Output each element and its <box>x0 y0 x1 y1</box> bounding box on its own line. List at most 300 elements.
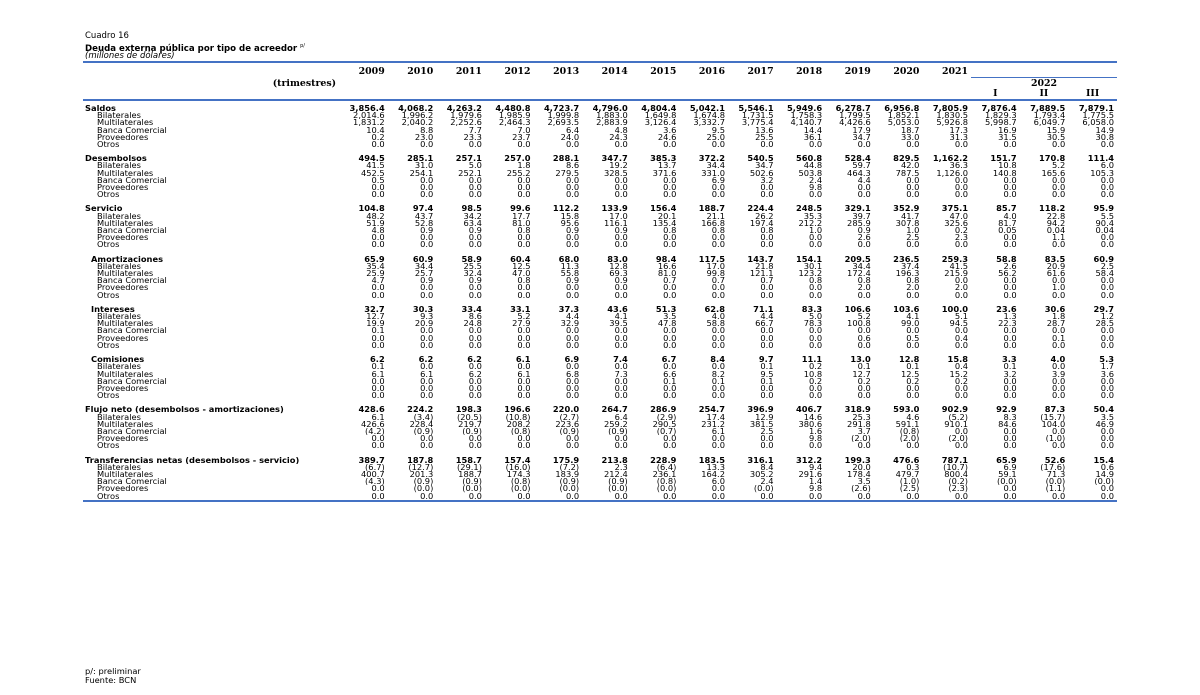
table-cell: (12.7) <box>408 463 434 471</box>
table-cell: 6.0 <box>711 478 725 486</box>
table-cell: (17.6) <box>1040 463 1066 471</box>
row-label: Multilaterales <box>97 270 154 278</box>
spacer-cell <box>1020 249 1069 256</box>
table-cell: 7,879.1 <box>1078 105 1114 113</box>
table-cell: 0.0 <box>728 493 777 501</box>
table-cell: 32.9 <box>560 320 580 328</box>
table-cell: 4.0 <box>1003 212 1017 220</box>
table-cell: 63.4 <box>463 219 482 228</box>
table-cell: 0.0 <box>1003 234 1017 242</box>
table-cell: 0.2 <box>809 363 823 371</box>
table-cell: 17.0 <box>706 262 725 271</box>
row-label: Banca Comercial <box>97 126 167 134</box>
table-cell: 23.0 <box>414 133 434 142</box>
header-row-trimestres <box>83 78 1117 90</box>
table-cell: 4,426.6 <box>839 119 871 127</box>
table-cell: 371.6 <box>652 169 677 177</box>
table-cell: 1.0 <box>906 227 920 235</box>
year-header-blank <box>1068 62 1117 78</box>
table-cell: (2.0) <box>948 435 969 443</box>
table-cell: 34.4 <box>852 262 871 271</box>
table-row <box>83 378 1117 385</box>
spacer-cell <box>631 299 680 306</box>
table-cell: (15.7) <box>1040 413 1066 421</box>
table-cell: 0.0 <box>663 442 677 450</box>
table-cell: 196.3 <box>895 270 920 278</box>
table-cell: 0.0 <box>371 184 385 192</box>
table-cell: 30.5 <box>1046 133 1066 142</box>
table-cell: 3.3 <box>1001 356 1017 364</box>
table-cell: 95.6 <box>560 219 580 228</box>
table-cell: 0.0 <box>1052 176 1066 185</box>
spacer-cell <box>534 249 583 256</box>
table-cell: 223.6 <box>555 420 580 428</box>
table-cell: 285.1 <box>407 155 434 163</box>
table-cell: (2.3) <box>948 485 969 493</box>
table-cell: 6.4 <box>614 413 628 421</box>
table-cell: 0.0 <box>857 291 871 299</box>
spacer-cell <box>777 349 826 356</box>
table-row <box>83 227 1117 234</box>
table-cell: 60.9 <box>412 255 434 263</box>
table-cell: 1.0 <box>1052 284 1066 292</box>
table-cell: 0.0 <box>614 327 628 335</box>
section-title: Saldos <box>85 105 116 113</box>
table-cell: 228.9 <box>650 456 677 464</box>
table-cell: 0.0 <box>906 341 920 350</box>
table-cell: 0.0 <box>371 442 385 450</box>
table-cell: 95.9 <box>1093 205 1114 213</box>
table-cell: 0.0 <box>1100 435 1114 443</box>
table-cell: 12.8 <box>609 262 628 271</box>
table-cell: 0.0 <box>468 291 482 299</box>
table-cell: 62.8 <box>704 305 725 314</box>
table-cell: 25.0 <box>706 133 725 142</box>
table-cell: 6.2 <box>370 356 385 364</box>
table-row <box>83 485 1117 492</box>
table-cell: (0.9) <box>608 427 628 436</box>
table-cell: 0.0 <box>1100 334 1114 342</box>
table-cell: 503.8 <box>798 169 823 177</box>
table-cell: 0.8 <box>711 227 725 235</box>
table-cell: 331.0 <box>701 169 725 177</box>
table-cell: 0.0 <box>388 493 437 501</box>
table-cell: 0.0 <box>420 241 434 249</box>
spacer-cell <box>485 198 534 205</box>
year-header-2011: 2011 <box>455 66 482 78</box>
table-header <box>83 62 1117 100</box>
table-row <box>83 327 1117 334</box>
table-cell: 8.8 <box>420 126 434 134</box>
spacer-cell <box>922 450 971 457</box>
table-cell: 591.1 <box>895 420 920 428</box>
table-cell: (10.8) <box>505 413 531 421</box>
table-cell: 28.5 <box>1095 320 1114 328</box>
spacer-cell <box>728 148 777 155</box>
table-cell: 0.0 <box>906 384 920 393</box>
table-cell: 36.3 <box>949 162 969 170</box>
table-cell: 0.0 <box>711 384 725 393</box>
table-cell: 0.0 <box>517 141 531 149</box>
spacer-row <box>83 249 1117 256</box>
header-blank-cell <box>777 89 826 100</box>
table-cell: 385.3 <box>650 155 677 163</box>
table-cell: 12.7 <box>852 370 871 378</box>
table-cell: 0.0 <box>1052 184 1066 192</box>
table-cell: 92.9 <box>996 406 1017 414</box>
table-cell: 0.9 <box>420 227 434 235</box>
table-cell: (7.2) <box>559 463 580 471</box>
header-blank-cell <box>922 78 971 90</box>
table-cell: 4.0 <box>711 313 725 321</box>
spacer-cell <box>339 148 388 155</box>
table-cell: 224.2 <box>407 406 434 414</box>
section-title: Comisiones <box>91 356 145 364</box>
quarter-header-I: I <box>971 89 1020 100</box>
row-label: Banca Comercial <box>97 227 167 235</box>
table-cell: 65.9 <box>996 456 1017 464</box>
table-cell: 81.7 <box>998 219 1017 228</box>
row-label: Bilaterales <box>97 212 141 220</box>
table-cell: 2,693.5 <box>547 119 580 127</box>
table-cell: 347.7 <box>601 155 628 163</box>
table-cell: 24.8 <box>463 320 482 328</box>
table-cell: 0.0 <box>760 384 774 393</box>
table-cell: 252.1 <box>458 169 482 177</box>
table-cell: 257.1 <box>455 155 482 163</box>
table-cell: 0.0 <box>1100 341 1114 350</box>
row-label: Bilaterales <box>97 112 141 120</box>
table-row <box>83 435 1117 442</box>
table-cell: 6.9 <box>1003 463 1017 471</box>
spacer-cell <box>777 198 826 205</box>
table-wrapper <box>83 61 1117 502</box>
table-cell: 0.0 <box>371 384 385 393</box>
table-cell: 0.0 <box>1100 191 1114 199</box>
table-cell: 5,998.7 <box>984 119 1017 127</box>
spacer-cell <box>971 299 1020 306</box>
table-cell: 11.3 <box>560 262 580 271</box>
year-2022-header: 2022 <box>971 78 1117 90</box>
table-cell: 0.0 <box>663 435 677 443</box>
table-cell: 4,796.0 <box>592 105 628 113</box>
table-cell: 0.0 <box>339 493 388 501</box>
table-cell: 0.0 <box>517 377 531 385</box>
header-blank-cell <box>728 78 777 90</box>
spacer-cell <box>1068 399 1117 406</box>
row-label: Proveedores <box>97 284 149 292</box>
table-cell: 19.2 <box>609 162 628 170</box>
table-cell: 0.0 <box>760 327 774 335</box>
table-cell: 178.4 <box>847 470 871 479</box>
row-label: Banca Comercial <box>97 327 167 335</box>
table-cell: 0.0 <box>517 341 531 350</box>
table-cell: 34.2 <box>463 212 482 220</box>
spacer-cell <box>679 198 728 205</box>
spacer-cell <box>922 299 971 306</box>
spacer-cell <box>971 450 1020 457</box>
table-cell: 0.0 <box>760 234 774 242</box>
spacer-cell <box>582 450 631 457</box>
table-cell: 12.9 <box>755 413 774 421</box>
section-title: Flujo neto (desembolsos - amortizaciones) <box>85 406 284 414</box>
table-row <box>83 270 1117 277</box>
year-header-2019: 2019 <box>844 66 871 78</box>
table-cell: 0.0 <box>809 291 823 299</box>
spacer-row <box>83 198 1117 205</box>
table-cell: 23.3 <box>463 133 482 142</box>
table-cell: 328.5 <box>604 169 628 177</box>
table-cell: 33.1 <box>510 305 531 314</box>
table-cell: 0.0 <box>1100 384 1114 393</box>
table-cell: 0.4 <box>954 363 969 371</box>
section-title: Desembolsos <box>85 155 147 163</box>
table-cell: 23.7 <box>512 133 531 142</box>
table-cell: 34.7 <box>755 162 774 170</box>
table-cell: 0.0 <box>954 141 969 149</box>
table-cell: 787.5 <box>895 169 920 177</box>
table-cell: 27.9 <box>512 320 531 328</box>
table-cell: 0.0 <box>468 442 482 450</box>
table-cell: 352.9 <box>893 205 920 213</box>
table-cell: 0.0 <box>517 284 531 292</box>
table-row <box>83 471 1117 478</box>
table-cell: 6.1 <box>711 427 725 436</box>
table-cell: 2.4 <box>760 478 774 486</box>
table-row <box>83 442 1117 449</box>
table-cell: 0.0 <box>760 291 774 299</box>
table-cell: 1,985.9 <box>498 112 531 120</box>
table-cell: 5.0 <box>809 313 823 321</box>
table-cell: 0.0 <box>1003 241 1017 249</box>
table-cell: 0.0 <box>857 241 871 249</box>
table-cell: (0.9) <box>559 478 580 486</box>
table-cell: 0.0 <box>468 334 482 342</box>
table-cell: 0.0 <box>663 392 677 400</box>
table-cell: 3.2 <box>760 176 774 185</box>
table-cell: 1,775.5 <box>1082 112 1114 120</box>
table-cell: 0.0 <box>614 184 628 192</box>
table-cell: 1,999.8 <box>547 112 580 120</box>
table-cell: 0.0 <box>809 327 823 335</box>
table-cell: 288.1 <box>552 155 580 163</box>
table-cell: 0.0 <box>1003 184 1017 192</box>
table-cell: 20.0 <box>852 463 871 471</box>
table-cell: 0.0 <box>857 442 871 450</box>
table-cell: (1.0) <box>1045 435 1066 443</box>
table-cell: 14.9 <box>1095 126 1114 134</box>
year-header-2017: 2017 <box>747 66 774 78</box>
table-cell: 3.2 <box>1003 370 1017 378</box>
table-cell: 140.8 <box>992 169 1017 177</box>
spacer-cell <box>679 249 728 256</box>
header-blank-cell <box>679 78 728 90</box>
table-cell: 0.0 <box>565 234 580 242</box>
table-body <box>83 100 1117 501</box>
table-cell: 0.0 <box>420 435 434 443</box>
table-cell: 0.0 <box>1068 493 1117 501</box>
table-cell: 12.5 <box>512 262 531 271</box>
table-cell: 0.0 <box>663 291 677 299</box>
table-cell: 0.0 <box>614 141 628 149</box>
table-cell: 0.0 <box>777 493 826 501</box>
table-cell: 0.9 <box>468 227 482 235</box>
table-cell: 0.1 <box>906 363 920 371</box>
table-cell: 0.0 <box>663 327 677 335</box>
table-cell: 215.9 <box>944 270 969 278</box>
table-cell: 13.7 <box>657 162 677 170</box>
table-cell: 0.0 <box>565 384 580 393</box>
table-cell: 12.7 <box>366 313 385 321</box>
table-row <box>83 414 1117 421</box>
table-cell: 375.1 <box>941 205 969 213</box>
table-cell: 97.4 <box>412 205 434 213</box>
table-cell: 112.2 <box>552 205 580 213</box>
row-label: Proveedores <box>97 384 149 393</box>
table-cell: 4.6 <box>906 413 920 421</box>
header-blank-cell <box>582 89 631 100</box>
table-cell: 6.1 <box>371 370 385 378</box>
table-cell: 2.3 <box>614 463 628 471</box>
spacer-cell <box>825 399 874 406</box>
spacer-cell <box>83 299 339 306</box>
table-cell: 0.0 <box>371 392 385 400</box>
table-cell: 188.7 <box>698 205 725 213</box>
table-cell: (0.9) <box>462 427 482 436</box>
table-cell: 8.6 <box>468 313 482 321</box>
spacer-cell <box>534 148 583 155</box>
table-cell: 0.0 <box>420 334 434 342</box>
spacer-cell <box>874 450 923 457</box>
header-row-quarters <box>83 89 1117 100</box>
table-cell: 400.7 <box>360 470 385 479</box>
spacer-cell <box>777 148 826 155</box>
table-cell: 33.0 <box>900 133 920 142</box>
header-blank-cell <box>388 78 437 90</box>
spacer-cell <box>825 299 874 306</box>
table-cell: 0.0 <box>565 241 580 249</box>
header-blank-cell <box>485 89 534 100</box>
table-cell: 0.9 <box>565 227 580 235</box>
spacer-cell <box>436 148 485 155</box>
table-cell: 18.7 <box>900 126 920 134</box>
table-cell: 0.0 <box>420 363 434 371</box>
table-cell: 0.0 <box>420 191 434 199</box>
table-cell: 0.0 <box>371 234 385 242</box>
table-cell: 98.4 <box>655 255 677 263</box>
table-cell: 0.7 <box>760 277 774 285</box>
table-cell: 28.7 <box>1046 320 1066 328</box>
table-cell: 0.0 <box>1100 442 1114 450</box>
table-cell: 0.0 <box>1052 141 1066 149</box>
table-cell: (6.7) <box>365 463 385 471</box>
table-cell: 257.0 <box>504 155 531 163</box>
row-label: Multilaterales <box>97 219 154 228</box>
quarter-header-II: II <box>1020 89 1069 100</box>
table-cell: 10.4 <box>366 126 385 134</box>
table-cell: 0.0 <box>760 435 774 443</box>
table-cell: 156.4 <box>650 205 677 213</box>
spacer-cell <box>728 450 777 457</box>
table-cell: 0.0 <box>663 241 677 249</box>
row-label: Banca Comercial <box>97 377 167 385</box>
table-cell: 220.0 <box>552 406 580 414</box>
table-cell: 58.8 <box>706 320 725 328</box>
table-cell: (0.2) <box>948 478 969 486</box>
table-row <box>83 342 1117 349</box>
table-cell: 0.0 <box>663 176 677 185</box>
table-cell: (0.0) <box>753 485 774 493</box>
table-cell: 0.0 <box>1052 442 1066 450</box>
table-cell: 83.0 <box>607 255 628 263</box>
table-cell: 0.0 <box>857 327 871 335</box>
table-cell: 0.0 <box>1100 234 1114 242</box>
table-cell: 0.0 <box>663 341 677 350</box>
table-cell: 4,723.7 <box>543 105 580 113</box>
spacer-row <box>83 148 1117 155</box>
table-cell: 0.2 <box>809 377 823 385</box>
table-cell: 396.9 <box>747 406 774 414</box>
table-cell: 5.3 <box>1099 356 1114 364</box>
table-cell: 15.8 <box>947 356 969 364</box>
section-total-row <box>83 306 1117 313</box>
table-cell: 0.0 <box>760 392 774 400</box>
header-blank-cell <box>339 89 388 100</box>
table-cell: 208.2 <box>506 420 531 428</box>
table-cell: 0.0 <box>1100 141 1114 149</box>
table-cell: 0.0 <box>614 392 628 400</box>
table-cell: 83.3 <box>801 305 823 314</box>
table-cell: 37.3 <box>558 305 580 314</box>
table-cell: 158.7 <box>455 456 482 464</box>
table-cell: 4.8 <box>371 227 385 235</box>
table-cell: 0.0 <box>954 277 969 285</box>
table-cell: 164.2 <box>701 470 725 479</box>
spacer-cell <box>83 148 339 155</box>
table-cell: 593.0 <box>893 406 920 414</box>
table-cell: 66.7 <box>755 320 774 328</box>
table-cell: 0.0 <box>809 384 823 393</box>
spacer-cell <box>534 198 583 205</box>
table-cell: 9.8 <box>809 435 823 443</box>
table-cell: 78.3 <box>803 320 823 328</box>
table-cell: 0.0 <box>711 485 725 493</box>
table-cell: 0.0 <box>468 435 482 443</box>
table-cell: 0.9 <box>565 277 580 285</box>
table-cell: 32.7 <box>364 305 385 314</box>
spacer-cell <box>631 148 680 155</box>
table-cell: 560.8 <box>795 155 823 163</box>
table-row <box>83 162 1117 169</box>
table-cell: 316.1 <box>747 456 774 464</box>
table-cell: 236.5 <box>893 255 920 263</box>
spacer-cell <box>1068 148 1117 155</box>
table-cell: 0.0 <box>760 184 774 192</box>
table-cell: 6.4 <box>565 126 580 134</box>
table-cell: 19.9 <box>366 320 385 328</box>
table-cell: (1.1) <box>1045 485 1066 493</box>
table-cell: 123.2 <box>798 270 823 278</box>
spacer-cell <box>582 349 631 356</box>
spacer-cell <box>777 399 826 406</box>
table-cell: 0.0 <box>614 384 628 393</box>
table-cell: 285.9 <box>847 219 871 228</box>
table-cell: 10.8 <box>803 370 823 378</box>
spacer-cell <box>922 399 971 406</box>
table-cell: 5.2 <box>517 313 531 321</box>
table-cell: 0.0 <box>1003 392 1017 400</box>
table-cell: 0.8 <box>517 227 531 235</box>
